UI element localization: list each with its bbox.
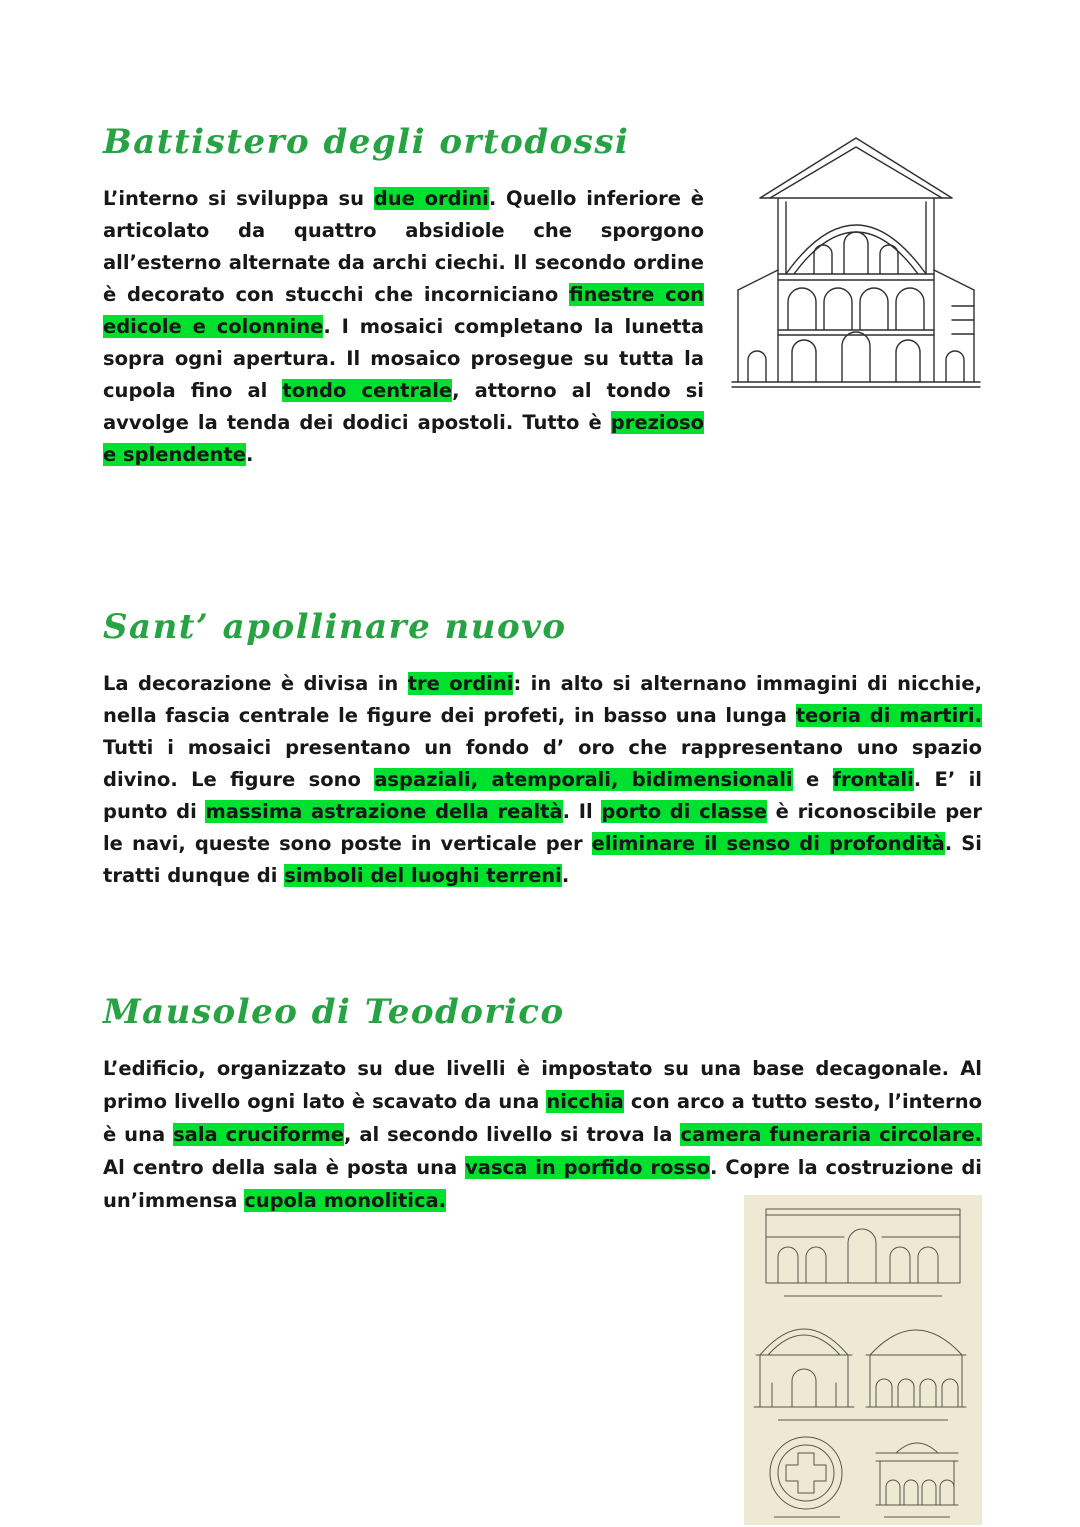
plain-text: è riconoscibile per le navi, queste sono poste in verticale per [103, 799, 982, 855]
highlighted-text: sala cruciforme [173, 1123, 344, 1147]
highlighted-text: teoria di martiri. [795, 703, 982, 727]
highlighted-text: frontali [832, 767, 914, 791]
plain-text: L’edificio, organizzato su due livelli è impostato su una base decagonale. Al primo livello ogni lato è scavato da una [103, 1057, 982, 1114]
plain-text: Al centro della sala è posta una [103, 1156, 466, 1180]
highlighted-text: tondo centrale [282, 378, 453, 402]
highlighted-text: nicchia [546, 1090, 624, 1114]
highlighted-text: porto di classe [601, 799, 767, 823]
plain-text: L’interno si sviluppa su [103, 186, 374, 210]
highlighted-text: simboli del luoghi terreni [284, 863, 562, 887]
plain-text: . Si tratti dunque di [103, 831, 982, 887]
highlighted-text: prezioso e splendente [103, 410, 704, 466]
mausoleo-engraving-plate [744, 1195, 982, 1525]
section-title-mausoleo: Mausoleo di Teodorico [103, 991, 565, 1032]
battistero-drawing-svg [730, 124, 982, 396]
section-battistero [103, 122, 982, 471]
highlighted-text: camera funeraria circolare. [680, 1123, 982, 1147]
plain-text: . Quello inferiore è articolato da quattro absidiole che sporgono all’esterno alternate da archi ciechi. Il secondo ordine è decorato con stucchi che incorniciano [103, 186, 705, 306]
mausoleo-plate-svg [744, 1195, 982, 1525]
section-paragraph-sant-apollinare [103, 668, 982, 892]
plain-text: . Copre la costruzione di un’immensa [103, 1156, 982, 1213]
highlighted-text: cupola monolitica. [244, 1189, 447, 1213]
plain-text: : in alto si alternano immagini di nicchie, nella fascia centrale le figure dei profeti, in basso una lunga [103, 671, 983, 727]
highlighted-text: massima astrazione della realtà [205, 799, 563, 823]
battistero-cross-section-drawing [730, 124, 982, 396]
plain-text: con arco a tutto sesto, l’interno è una [103, 1090, 982, 1147]
plain-text: . Il [562, 799, 602, 823]
plain-text: , al secondo livello si trova la [344, 1123, 681, 1147]
highlighted-text: eliminare il senso di profondità [591, 831, 945, 855]
highlighted-text: finestre con edicole e colonnine [103, 282, 704, 338]
highlighted-text: vasca in porfido rosso [465, 1156, 711, 1180]
section-sant-apollinare [103, 607, 982, 892]
highlighted-text: due ordini [373, 186, 489, 210]
section-title-sant-apollinare: Sant’ apollinare nuovo [103, 606, 567, 647]
section-mausoleo [103, 992, 982, 1526]
plain-text: , attorno al tondo si avvolge la tenda dei dodici apostoli. Tutto è [103, 378, 704, 434]
highlighted-text: aspaziali, atemporali, bidimensionali [374, 767, 793, 791]
section-paragraph-mausoleo [103, 1052, 982, 1217]
plain-text: Tutti i mosaici presentano un fondo d’ oro che rappresentano uno spazio divino. Le figure sono [103, 735, 982, 791]
plain-text: . I mosaici completano la lunetta sopra ogni apertura. Il mosaico prosegue su tutta la cupola fino al [103, 314, 704, 402]
plain-text: . [245, 442, 254, 466]
plain-text: La decorazione è divisa in [103, 671, 408, 695]
plain-text: . E’ il punto di [103, 767, 982, 823]
plain-text: . [561, 863, 570, 887]
highlighted-text: tre ordini [407, 671, 514, 695]
section-title-battistero: Battistero degli ortodossi [103, 122, 630, 162]
plain-text: e [792, 767, 833, 791]
